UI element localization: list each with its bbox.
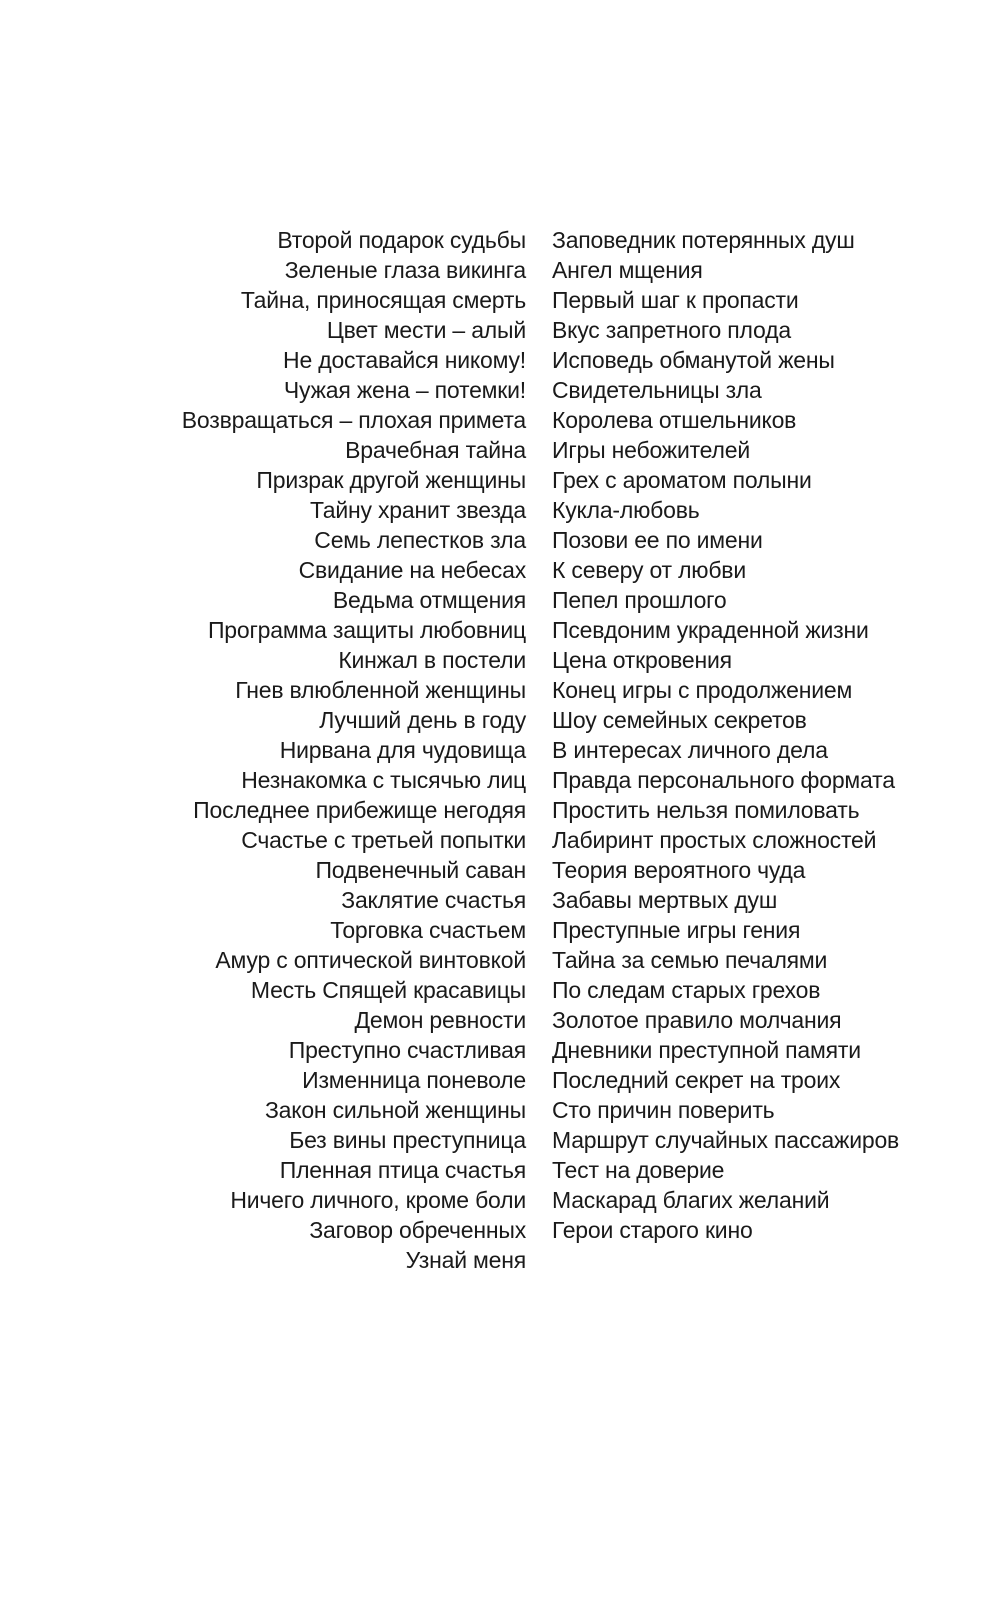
book-title: Свидание на небесах bbox=[298, 557, 526, 583]
book-title: Теория вероятного чуда bbox=[552, 857, 806, 883]
book-title: Цвет мести – алый bbox=[326, 317, 526, 343]
book-title: Тайну хранит звезда bbox=[309, 497, 526, 523]
book-title: Лучший день в году bbox=[319, 707, 526, 733]
book-title: Подвенечный саван bbox=[315, 857, 526, 883]
book-title: Изменница поневоле bbox=[302, 1067, 526, 1093]
book-title: Призрак другой женщины bbox=[256, 467, 526, 493]
book-title: Второй подарок судьбы bbox=[277, 227, 526, 253]
book-title: Забавы мертвых душ bbox=[552, 887, 778, 913]
book-title: Шоу семейных секретов bbox=[552, 707, 807, 733]
book-title: Псевдоним украденной жизни bbox=[552, 617, 869, 643]
book-title: Позови ее по имени bbox=[552, 527, 763, 553]
book-title: Герои старого кино bbox=[552, 1217, 753, 1243]
book-title: Грех с ароматом полыни bbox=[552, 467, 812, 493]
book-title: Зеленые глаза викинга bbox=[284, 257, 526, 283]
book-title: Возвращаться – плохая примета bbox=[181, 407, 526, 433]
book-title: Незнакомка с тысячью лиц bbox=[241, 767, 526, 793]
book-title: Ангел мщения bbox=[552, 257, 703, 283]
book-title: Кинжал в постели bbox=[338, 647, 526, 673]
book-title: Заповедник потерянных душ bbox=[552, 227, 855, 253]
book-title: Правда персонального формата bbox=[552, 767, 895, 793]
book-title: Дневники преступной памяти bbox=[552, 1037, 861, 1063]
book-title: Исповедь обманутой жены bbox=[552, 347, 835, 373]
book-title: Ничего личного, кроме боли bbox=[230, 1187, 526, 1213]
book-title: Без вины преступница bbox=[289, 1127, 526, 1153]
book-title: Цена откровения bbox=[552, 647, 732, 673]
book-title: Золотое правило молчания bbox=[552, 1007, 842, 1033]
book-title: Маскарад благих желаний bbox=[552, 1187, 830, 1213]
book-title: Счастье с третьей попытки bbox=[241, 827, 526, 853]
book-title: Демон ревности bbox=[354, 1007, 526, 1033]
book-title: Преступно счастливая bbox=[288, 1037, 526, 1063]
book-title: Узнай меня bbox=[405, 1247, 526, 1273]
book-title: Амур с оптической винтовкой bbox=[215, 947, 526, 973]
book-title: Последний секрет на троих bbox=[552, 1067, 841, 1093]
book-title: Программа защиты любовниц bbox=[207, 617, 526, 643]
book-title: Заклятие счастья bbox=[341, 887, 526, 913]
book-title: Заговор обреченных bbox=[309, 1217, 526, 1243]
book-title: Пленная птица счастья bbox=[279, 1157, 526, 1183]
book-title: Пепел прошлого bbox=[552, 587, 727, 613]
book-title: Кукла-любовь bbox=[552, 497, 700, 523]
book-title: Семь лепестков зла bbox=[314, 527, 526, 553]
book-title: Королева отшельников bbox=[552, 407, 797, 433]
book-title: Первый шаг к пропасти bbox=[552, 287, 799, 313]
book-title: Врачебная тайна bbox=[345, 437, 526, 463]
book-title: Маршрут случайных пассажиров bbox=[552, 1127, 900, 1153]
book-title: Тайна за семью печалями bbox=[552, 947, 828, 973]
book-title: Тест на доверие bbox=[552, 1157, 725, 1183]
book-title: Ведьма отмщения bbox=[332, 587, 526, 613]
book-title: Месть Спящей красавицы bbox=[250, 977, 526, 1003]
book-title: Вкус запретного плода bbox=[552, 317, 791, 343]
book-title: Игры небожителей bbox=[552, 437, 750, 463]
book-title: Закон сильной женщины bbox=[264, 1097, 526, 1123]
book-title: Нирвана для чудовища bbox=[279, 737, 526, 763]
book-title: Торговка счастьем bbox=[330, 917, 526, 943]
book-title: Не доставайся никому! bbox=[283, 347, 526, 373]
book-title: Сто причин поверить bbox=[552, 1097, 775, 1123]
book-title: Лабиринт простых сложностей bbox=[552, 827, 877, 853]
book-title: Простить нельзя помиловать bbox=[552, 797, 860, 823]
book-title: Гнев влюбленной женщины bbox=[235, 677, 526, 703]
left-title-column bbox=[182, 225, 526, 1275]
book-title: В интересах личного дела bbox=[552, 737, 828, 763]
book-title: Преступные игры гения bbox=[552, 917, 801, 943]
book-title: Последнее прибежище негодяя bbox=[193, 797, 526, 823]
book-title: Свидетельницы зла bbox=[552, 377, 762, 403]
book-title: Конец игры с продолжением bbox=[552, 677, 853, 703]
book-title: Чужая жена – потемки! bbox=[283, 377, 526, 403]
book-title: По следам старых грехов bbox=[552, 977, 821, 1003]
right-title-column bbox=[552, 225, 899, 1245]
book-title: Тайна, приносящая смерть bbox=[240, 287, 526, 313]
book-title: К северу от любви bbox=[552, 557, 746, 583]
